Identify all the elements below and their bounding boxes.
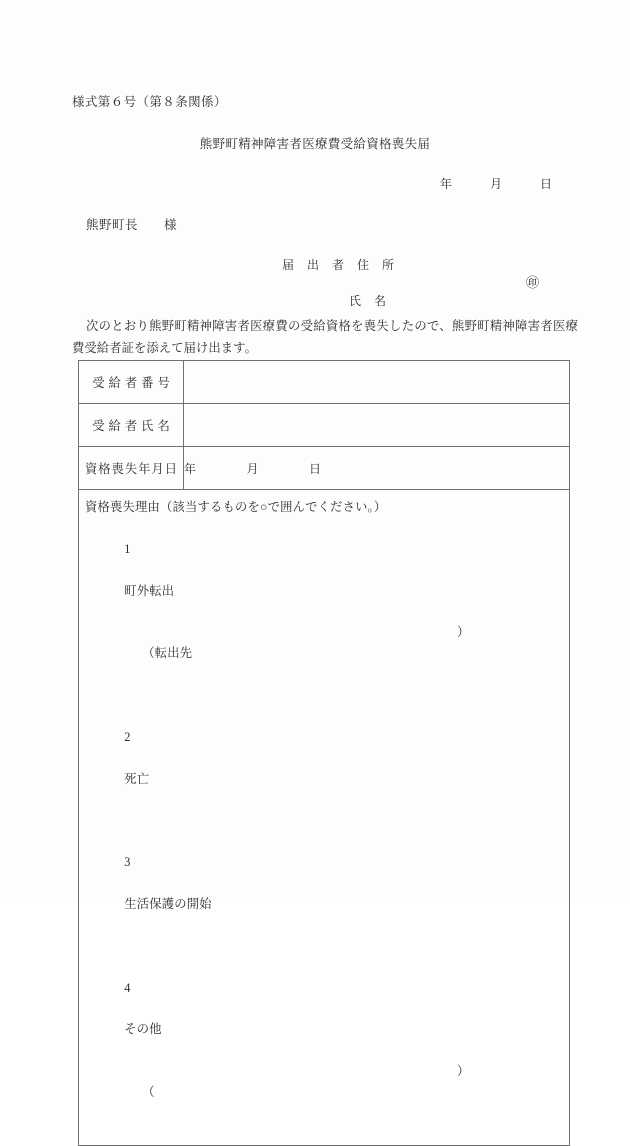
- reason-label-4: その他: [124, 1022, 162, 1037]
- loss-date-field[interactable]: 年 月 日: [184, 447, 570, 490]
- reason-spacer: [79, 936, 569, 957]
- table-row: [79, 361, 570, 404]
- reason-label-1: 町外転出: [124, 583, 175, 598]
- table-row: [79, 447, 570, 490]
- reason-option-3[interactable]: [79, 831, 569, 935]
- addressee-line: 熊野町長 様: [86, 218, 178, 232]
- seal-stamp-icon: ㊞: [526, 275, 540, 290]
- submission-date-line: 年 月 日: [440, 177, 553, 191]
- reason-section: [79, 490, 570, 1146]
- applicant-info-table: [78, 360, 570, 1146]
- recipient-number-field[interactable]: [184, 361, 570, 404]
- reason-number-4: 4: [124, 980, 131, 995]
- reason-number-3: 3: [124, 855, 131, 870]
- submitter-block: [282, 256, 540, 308]
- reason-option-2[interactable]: [79, 706, 569, 810]
- other-reason-row[interactable]: [79, 1061, 569, 1145]
- recipient-name-label: 受給者氏名: [79, 404, 184, 447]
- transfer-destination-close-paren: ）: [457, 625, 470, 640]
- reason-spacer: [79, 810, 569, 831]
- table-row: [79, 404, 570, 447]
- reason-section-title: 資格喪失理由（該当するものを○で囲んでください。）: [85, 500, 387, 514]
- submitter-address-label: 届 出 者 住 所: [282, 258, 395, 272]
- reason-label-3: 生活保護の開始: [124, 897, 212, 912]
- reason-option-1[interactable]: [79, 518, 569, 622]
- recipient-number-label: 受給者番号: [79, 361, 184, 404]
- reason-option-4[interactable]: [79, 957, 569, 1061]
- loss-date-label: 資格喪失年月日: [79, 447, 184, 490]
- other-reason-open-paren: （: [142, 1085, 155, 1100]
- body-paragraph: 次のとおり熊野町精神障害者医療費の受給資格を喪失したので、熊野町精神障害者医療費受給者証を添えて届け出ます。: [72, 319, 578, 355]
- recipient-name-field[interactable]: [184, 404, 570, 447]
- transfer-destination-open-paren: （転出先: [142, 646, 193, 661]
- reason-number-2: 2: [124, 729, 131, 744]
- table-row: [79, 490, 570, 1146]
- other-reason-close-paren: ）: [457, 1064, 470, 1079]
- submitter-name-row: [282, 275, 540, 308]
- submitter-name-label: 氏 名: [349, 294, 387, 308]
- transfer-destination-row[interactable]: [79, 622, 569, 706]
- reason-label-2: 死亡: [124, 771, 150, 786]
- reason-number-1: 1: [124, 541, 131, 556]
- page-title: 熊野町精神障害者医療費受給資格喪失届: [199, 137, 431, 151]
- form-number: 様式第６号（第８条関係）: [72, 95, 227, 109]
